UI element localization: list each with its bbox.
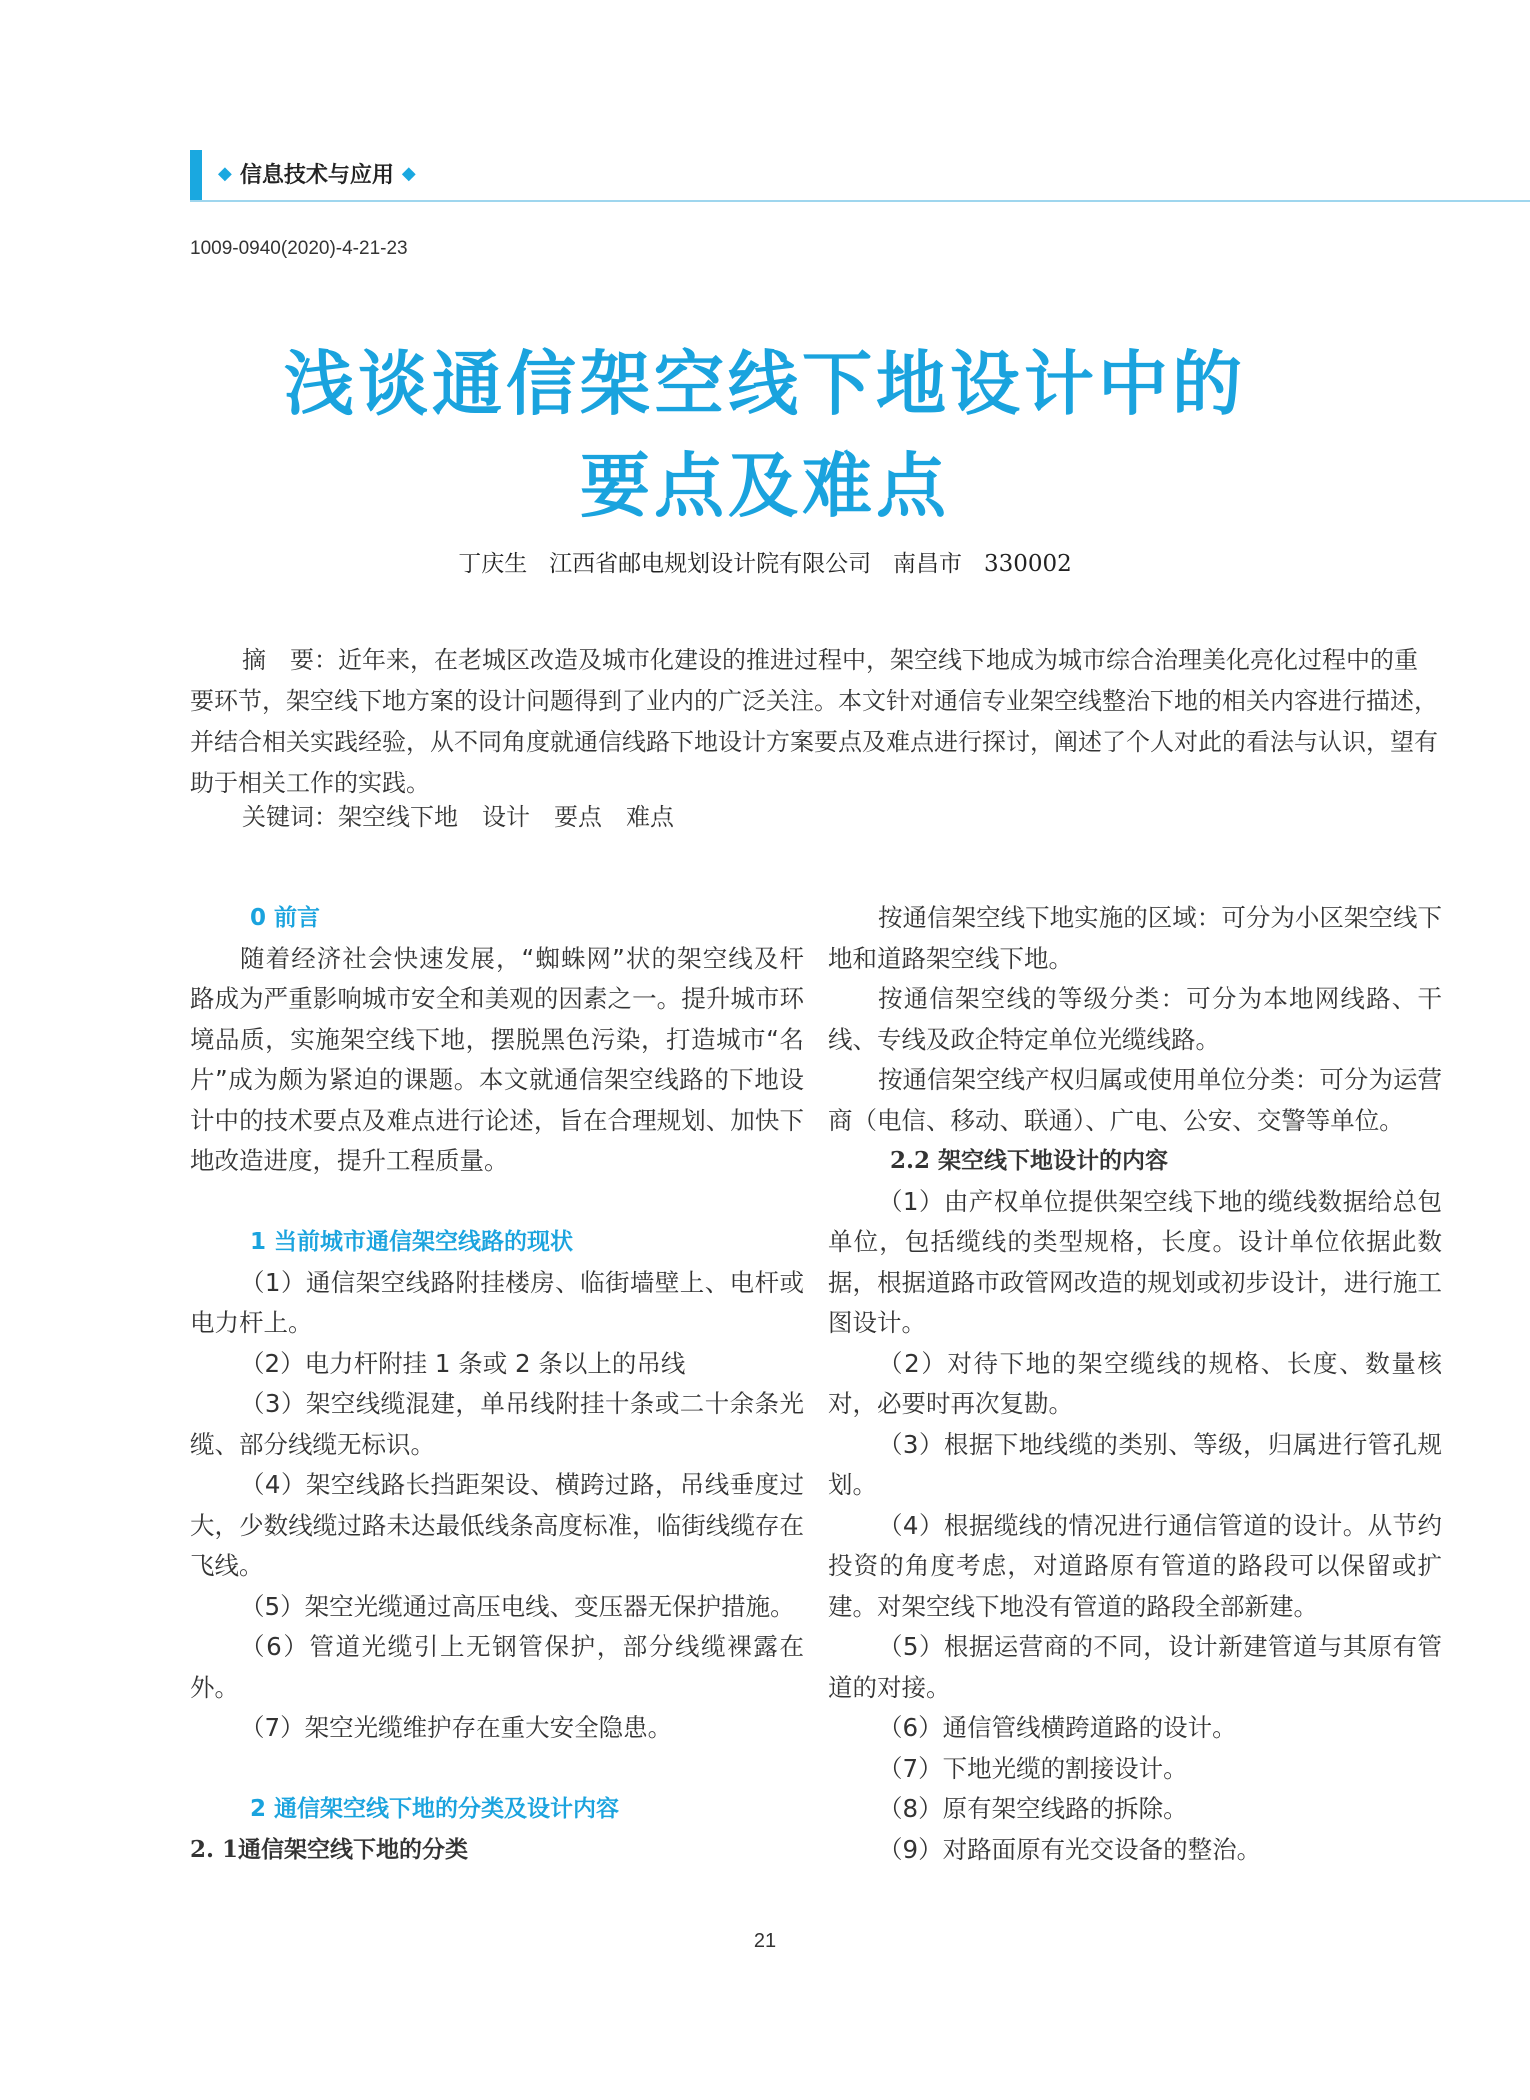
paragraph: 按通信架空线产权归属或使用单位分类：可分为运营商（电信、移动、联通）、广电、公安、交警等单位。 [828,1065,1442,1135]
list-item: （2）电力杆附挂 1 条或 2 条以上的吊线 [240,1348,686,1378]
header-accent-bar [190,150,202,202]
subsection-heading: 2. 1通信架空线下地的分类 [190,1835,469,1863]
section-heading: 1 当前城市通信架空线路的现状 [250,1229,574,1255]
section-heading: 2 通信架空线下地的分类及设计内容 [250,1796,620,1822]
article-title-line2: 要点及难点 [580,445,950,527]
list-item: （4）架空线路长挡距架设、横跨过路，吊线垂度过大，少数线缆过路未达最低线条高度标准，临街线缆存在飞线。 [190,1470,804,1580]
abstract: 摘 要：近年来，在老城区改造及城市化建设的推进过程中，架空线下地成为城市综合治理美化亮化过程中的重要环节，架空线下地方案的设计问题得到了业内的广泛关注。本文针对通信专业架空线整治下地的相关内容进行描述，并结合相关实践经验，从不同角度就通信线路下地设计方案要点及难点进行探讨，阐述了个人对此的看法与认识，望有助于相关工作的实践。 [190,646,1438,797]
list-item: （4）根据缆线的情况进行通信管道的设计。从节约投资的角度考虑，对道路原有管道的路段可以保留或扩建。对架空线下地没有管道的路段全部新建。 [828,1510,1442,1621]
list-item: （8）原有架空线路的拆除。 [878,1794,1188,1823]
section-header-label: 信息技术与应用 [239,163,394,188]
diamond-icon: ◆ [218,163,232,184]
section-heading: 0 前言 [250,905,321,931]
list-item: （3）根据下地线缆的类别、等级，归属进行管孔规划。 [828,1429,1442,1499]
section-header [218,158,416,189]
list-item: （7）下地光缆的割接设计。 [878,1753,1188,1783]
list-item: （3）架空线缆混建，单吊线附挂十条或二十余条光缆、部分线缆无标识。 [190,1389,804,1459]
list-item: （6）通信管线横跨道路的设计。 [878,1713,1237,1742]
right-column [828,898,1442,1870]
paragraph: 按通信架空线下地实施的区域：可分为小区架空线下地和道路架空线下地。 [828,903,1442,973]
page-number: 21 [753,1930,777,1952]
left-column [190,898,804,1870]
list-item: （7）架空光缆维护存在重大安全隐患。 [240,1713,673,1742]
author-affiliation: 丁庆生 江西省邮电规划设计院有限公司 南昌市 330002 [458,551,1072,577]
paragraph: 按通信架空线的等级分类：可分为本地网线路、干线、专线及政企特定单位光缆线路。 [828,984,1442,1054]
list-item: （9）对路面原有光交设备的整治。 [878,1834,1262,1864]
subsection-heading: 2.2 架空线下地设计的内容 [890,1147,1169,1174]
list-item: （5）架空光缆通过高压电线、变压器无保护措施。 [240,1591,795,1621]
list-item: （1）由产权单位提供架空线下地的缆线数据给总包单位，包括缆线的类型规格，长度。设计单位依据此数据，根据道路市政管网改造的规划或初步设计，进行施工图设计。 [828,1186,1442,1337]
article-title-line1: 浅谈通信架空线下地设计中的 [284,343,1246,425]
list-item: （2）对待下地的架空缆线的规格、长度、数量核对，必要时再次复勘。 [828,1348,1442,1418]
keywords: 关键词：架空线下地 设计 要点 难点 [242,803,674,831]
list-item: （6）管道光缆引上无钢管保护，部分线缆裸露在外。 [190,1632,804,1702]
header-rule [190,200,1530,202]
document-code: 1009-0940(2020)-4-21-23 [190,238,408,259]
paragraph: 随着经济社会快速发展，“蜘蛛网”状的架空线及杆路成为严重影响城市安全和美观的因素之一。提升城市环境品质，实施架空线下地，摆脱黑色污染，打造城市“名片”成为颇为紧迫的课题。本文就通信架空线路的下地设计中的技术要点及难点进行论述，旨在合理规划、加快下地改造进度，提升工程质量。 [190,943,804,1175]
diamond-icon: ◆ [401,163,416,184]
list-item: （5）根据运营商的不同，设计新建管道与其原有管道的对接。 [828,1632,1442,1702]
list-item: （1）通信架空线路附挂楼房、临街墙壁上、电杆或电力杆上。 [190,1267,804,1337]
